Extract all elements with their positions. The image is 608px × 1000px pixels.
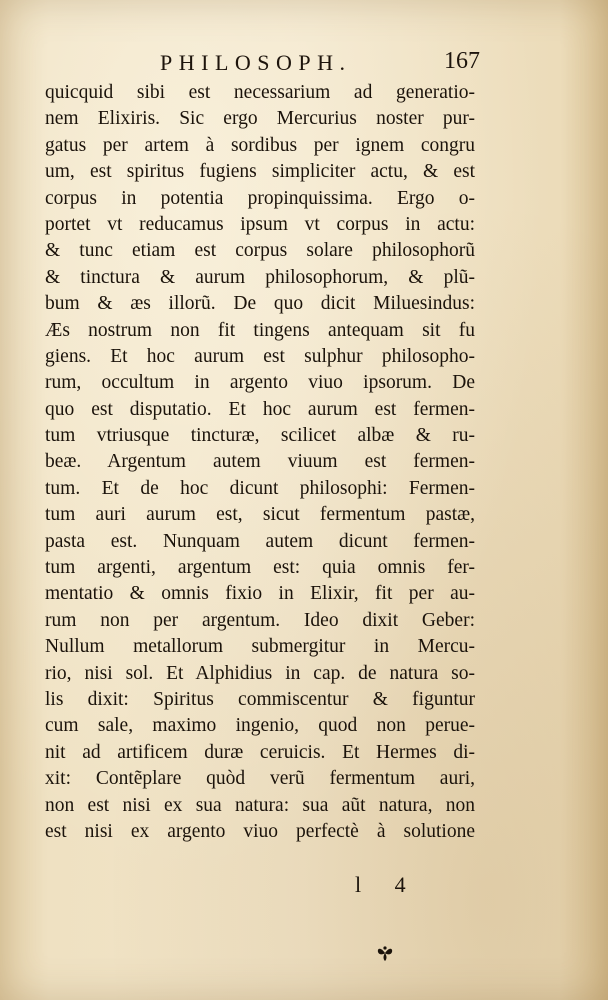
signature-mark: l 4 xyxy=(355,872,420,897)
text-line: cum sale, maximo ingenio, quod non perue- xyxy=(45,715,475,737)
text-line: tum vtriusque tincturæ, scilicet albæ & ru- xyxy=(45,425,475,447)
text-line: xit: Contẽplare quòd verũ fermentum auri, xyxy=(45,768,475,790)
text-line: rum, occultum in argento viuo ipsorum. De xyxy=(45,372,475,394)
text-line: lis dixit: Spiritus commiscentur & figuntur xyxy=(45,688,475,710)
running-head xyxy=(160,48,480,78)
running-title: PHILOSOPH. xyxy=(160,50,352,75)
text-line: est nisi ex argento viuo perfectè à solutione xyxy=(45,820,475,842)
text-line: nem Elixiris. Sic ergo Mercurius noster pur- xyxy=(45,108,475,130)
text-line: um, est spiritus fugiens simpliciter actu, & est xyxy=(45,161,475,183)
text-line: bum & æs illorũ. De quo dicit Miluesindus: xyxy=(45,293,475,315)
text-line: tum argenti, argentum est: quia omnis fer- xyxy=(45,557,475,579)
text-line: pasta est. Nunquam autem dicunt fermen- xyxy=(45,530,475,552)
text-line: Æs nostrum non fit tingens antequam sit fu xyxy=(45,319,475,341)
text-line: mentatio & omnis fixio in Elixir, fit per au- xyxy=(45,583,475,605)
text-line: beæ. Argentum autem viuum est fermen- xyxy=(45,451,475,473)
text-line: tum auri aurum est, sicut fermentum pastæ, xyxy=(45,504,475,526)
text-line: Nullum metallorum submergitur in Mercu- xyxy=(45,636,475,658)
text-line: & tinctura & aurum philosophorum, & plũ- xyxy=(45,266,475,288)
text-line: gatus per artem à sordibus per ignem congru xyxy=(45,134,475,156)
fleuron-icon xyxy=(375,944,395,962)
text-line: corpus in potentia propinquissima. Ergo o- xyxy=(45,187,475,209)
text-line: quicquid sibi est necessarium ad generatio- xyxy=(45,82,475,103)
page-number: 167 xyxy=(444,48,480,74)
text-line: non est nisi ex sua natura: sua aũt natura, non xyxy=(45,794,475,816)
text-line: nit ad artificem duræ ceruicis. Et Hermes di- xyxy=(45,741,475,763)
text-block xyxy=(45,80,475,845)
text-line: rum non per argentum. Ideo dixit Geber: xyxy=(45,609,475,631)
text-line: giens. Et hoc aurum est sulphur philosopho- xyxy=(45,345,475,367)
text-line: quo est disputatio. Et hoc aurum est fermen- xyxy=(45,398,475,420)
text-line: tum. Et de hoc dicunt philosophi: Fermen- xyxy=(45,477,475,499)
text-line: & tunc etiam est corpus solare philosophorũ xyxy=(45,240,475,262)
text-line: rio, nisi sol. Et Alphidius in cap. de natura so- xyxy=(45,662,475,684)
text-line: portet vt reducamus ipsum vt corpus in actu: xyxy=(45,213,475,235)
